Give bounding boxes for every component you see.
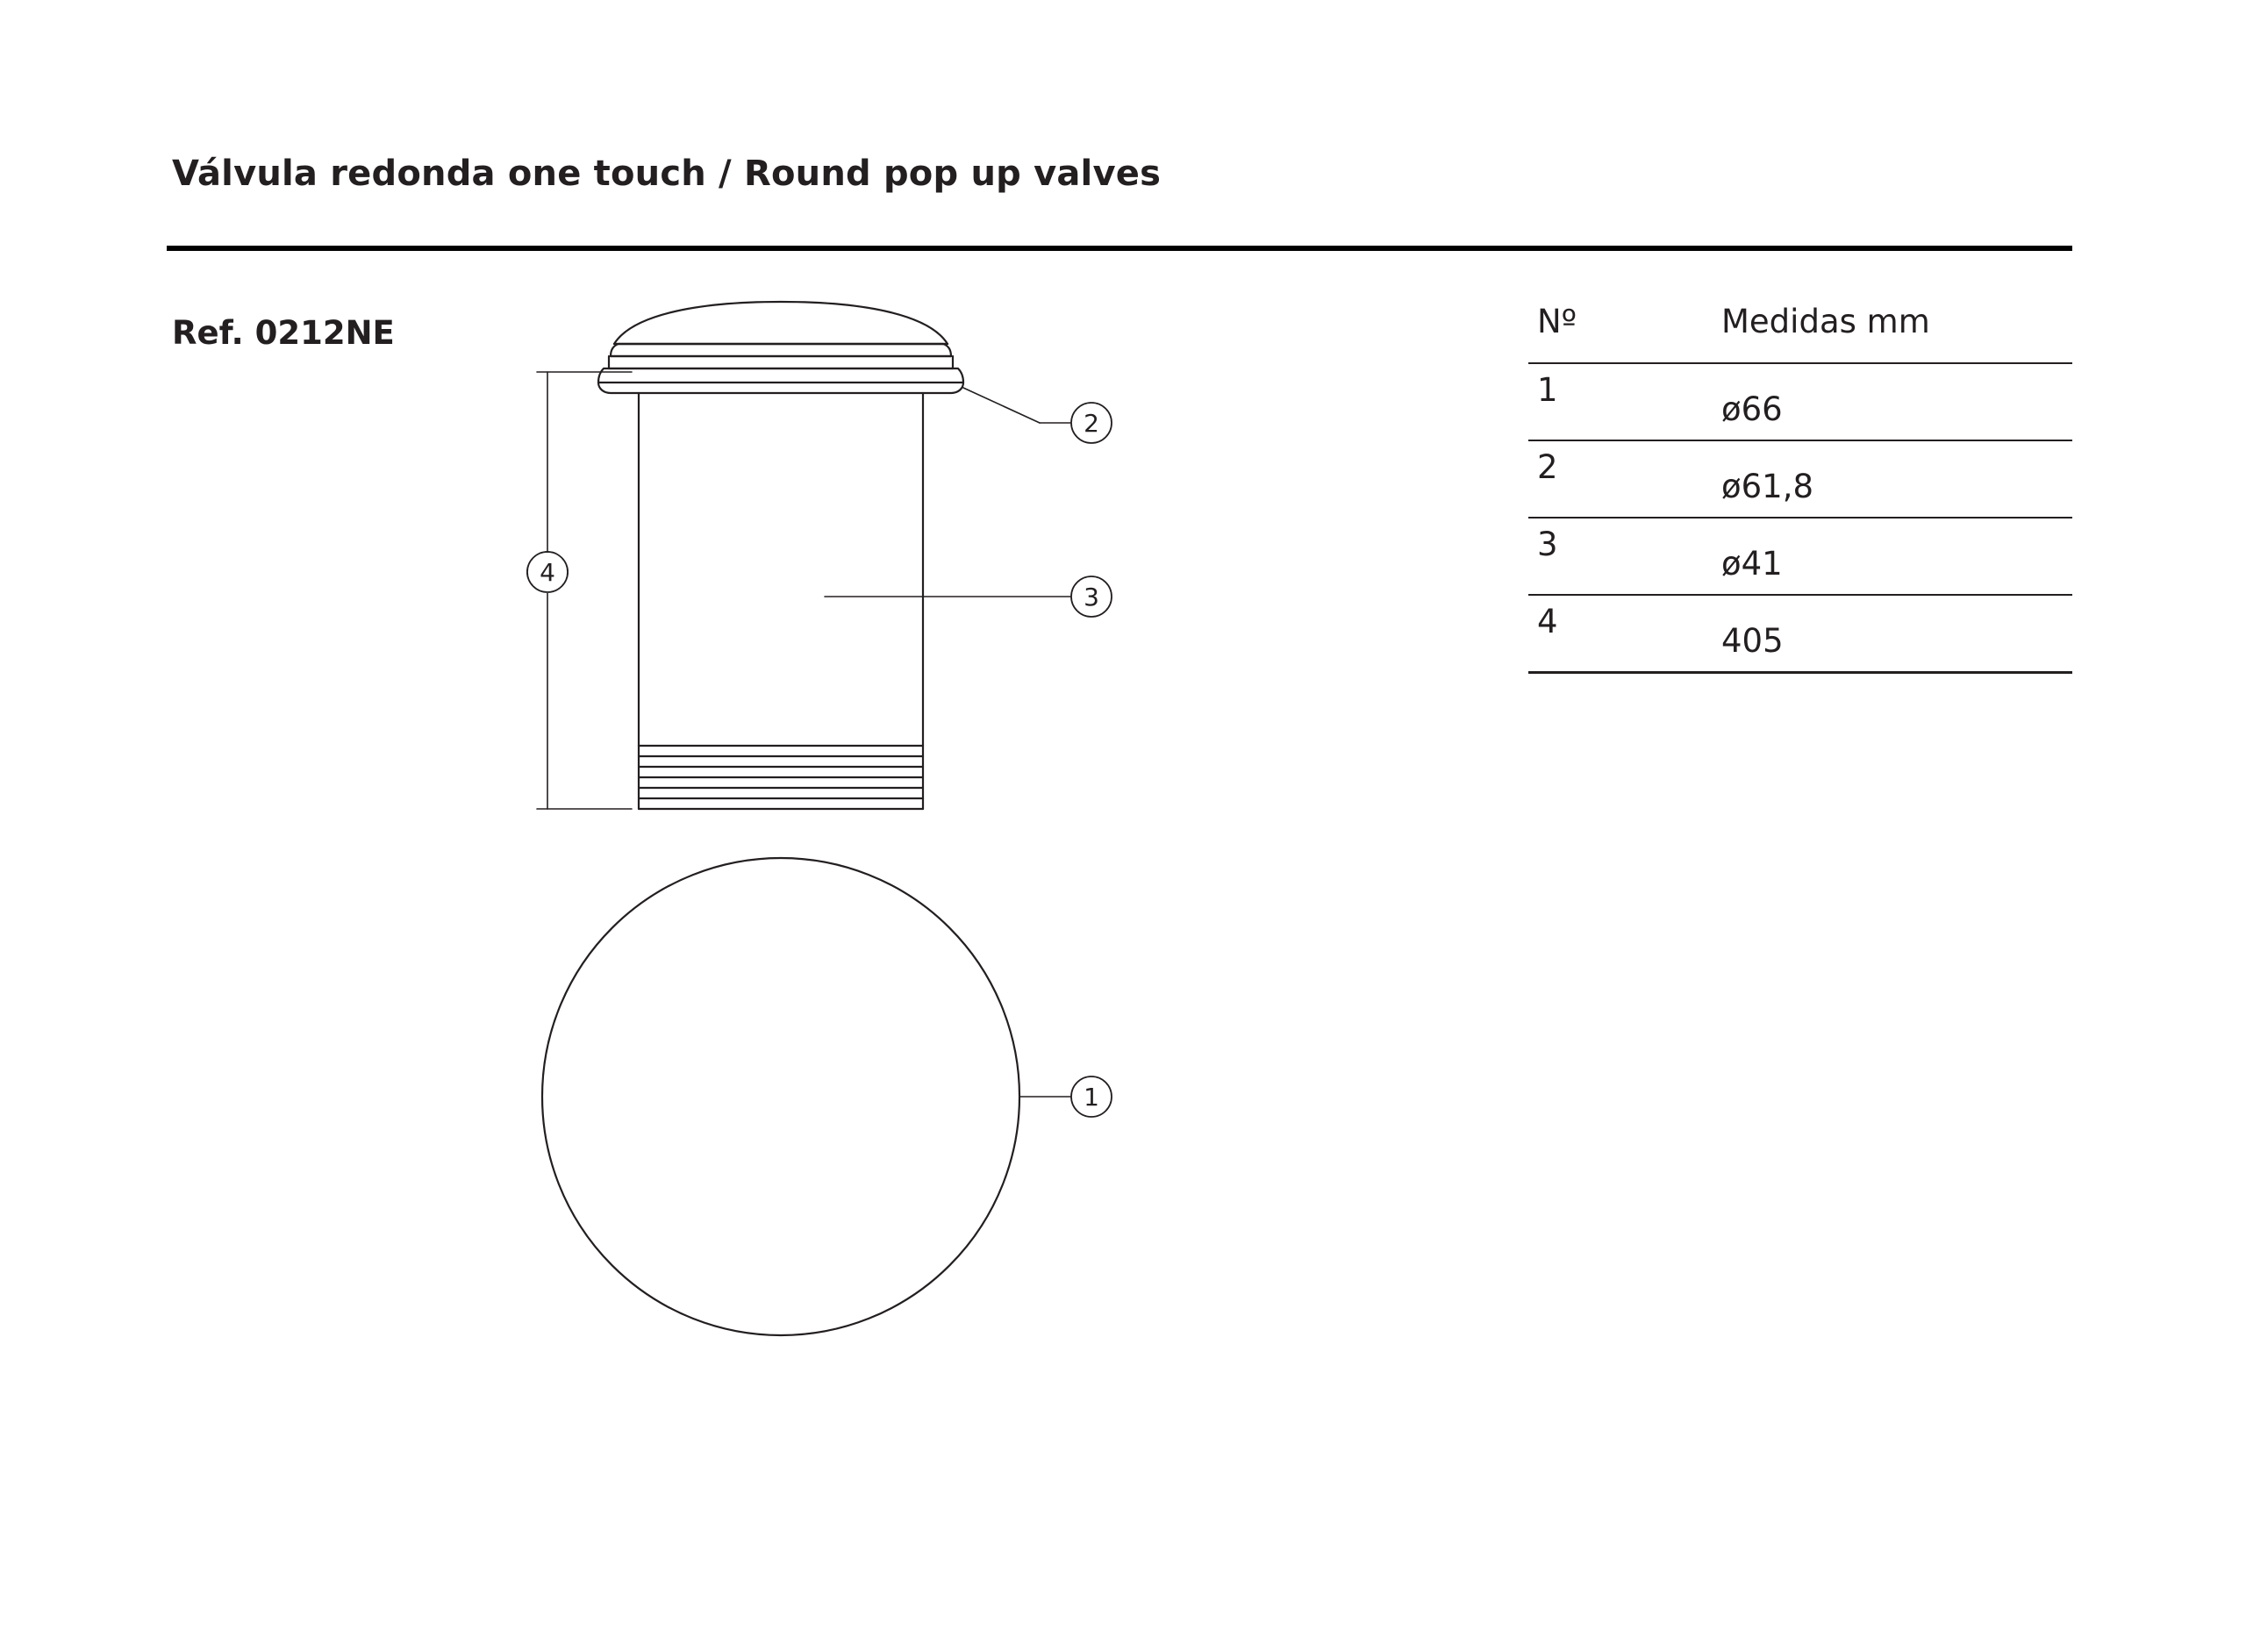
table-row	[1528, 517, 2072, 594]
reference-label: Ref. 0212NE	[172, 314, 395, 352]
callout-label-1: 1	[1084, 1083, 1099, 1112]
row-number: 2	[1537, 448, 1558, 486]
row-measure: ø61,8	[1721, 468, 1814, 505]
row-number: 1	[1537, 371, 1558, 409]
row-number: 3	[1537, 526, 1558, 563]
table-row	[1528, 594, 2072, 674]
leader-lines	[825, 388, 1070, 1097]
table-header-row	[1528, 303, 2072, 362]
row-measure: 405	[1721, 622, 1784, 660]
row-measure: ø41	[1721, 545, 1783, 583]
measurements-table	[1528, 303, 2072, 674]
valve-body-profile	[639, 393, 923, 746]
valve-thread-section	[639, 746, 923, 809]
callout-label-2: 2	[1084, 409, 1099, 438]
callout-label-3: 3	[1084, 583, 1099, 611]
page-title: Válvula redonda one touch / Round pop up valves	[172, 154, 1162, 194]
row-number: 4	[1537, 603, 1558, 640]
valve-cap-profile	[598, 302, 963, 393]
product-drawing	[491, 290, 1527, 1518]
callout-label-4: 4	[540, 558, 555, 587]
column-header-number: Nº	[1537, 303, 1577, 340]
valve-plan-view	[542, 858, 1019, 1335]
row-measure: ø66	[1721, 390, 1783, 428]
table-row	[1528, 362, 2072, 440]
title-divider	[167, 246, 2072, 251]
column-header-measure: Medidas mm	[1721, 303, 1930, 340]
table-row	[1528, 440, 2072, 517]
